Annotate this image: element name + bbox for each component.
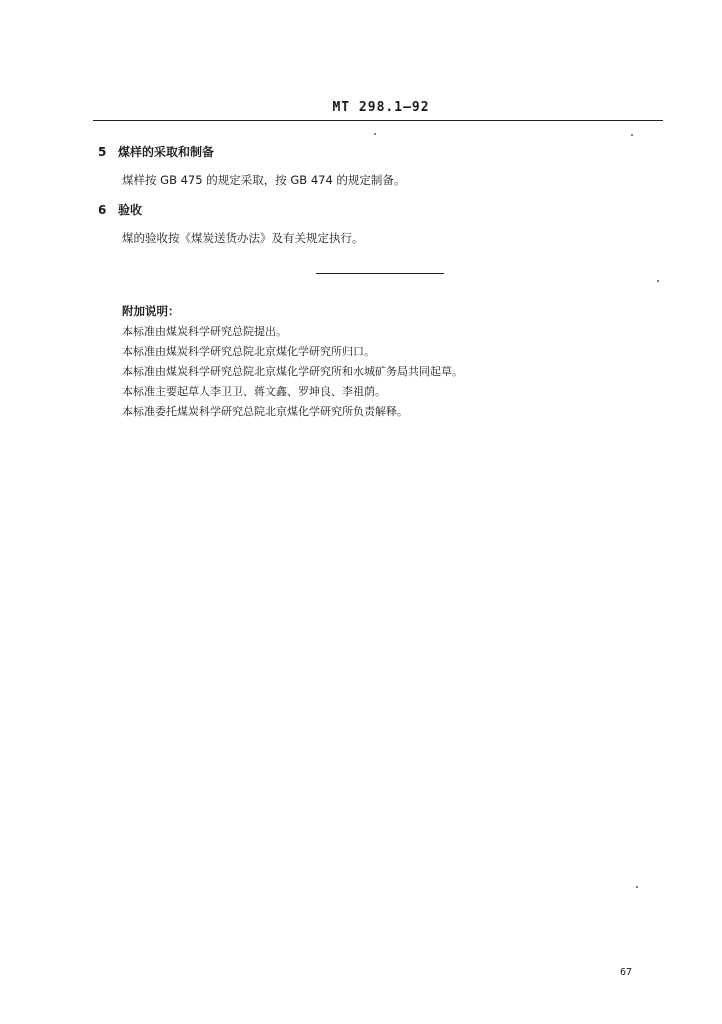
scan-speck <box>374 133 376 135</box>
section-title: 煤样的采取和制备 <box>118 145 215 159</box>
section-heading-6 <box>98 201 142 218</box>
section-body-6: 煤的验收按《煤炭送货办法》及有关规定执行。 <box>122 231 364 245</box>
section-number: 6 <box>98 203 107 217</box>
note-line: 本标准由煤炭科学研究总院提出。 <box>122 325 287 338</box>
section-number: 5 <box>98 145 107 159</box>
scan-speck <box>657 280 659 282</box>
standard-code-header: MT 298.1—92 <box>332 100 430 115</box>
note-line: 本标准主要起草人李卫卫、蒋文鑫、罗坤良、李祖荫。 <box>122 385 386 398</box>
notes-title: 附加说明： <box>122 304 180 318</box>
section-body-5: 煤样按 GB 475 的规定采取，按 GB 474 的规定制备。 <box>122 173 406 187</box>
scan-speck <box>636 886 638 888</box>
section-heading-5 <box>98 143 214 160</box>
section-title: 验收 <box>118 203 143 217</box>
note-line: 本标准由煤炭科学研究总院北京煤化学研究所归口。 <box>122 345 375 358</box>
page-number: 67 <box>620 967 633 978</box>
note-line: 本标准由煤炭科学研究总院北京煤化学研究所和水城矿务局共同起草。 <box>122 365 463 378</box>
end-of-text-rule <box>316 273 444 274</box>
note-line: 本标准委托煤炭科学研究总院北京煤化学研究所负责解释。 <box>122 405 408 418</box>
scan-speck <box>631 134 633 136</box>
header-rule <box>93 120 663 121</box>
